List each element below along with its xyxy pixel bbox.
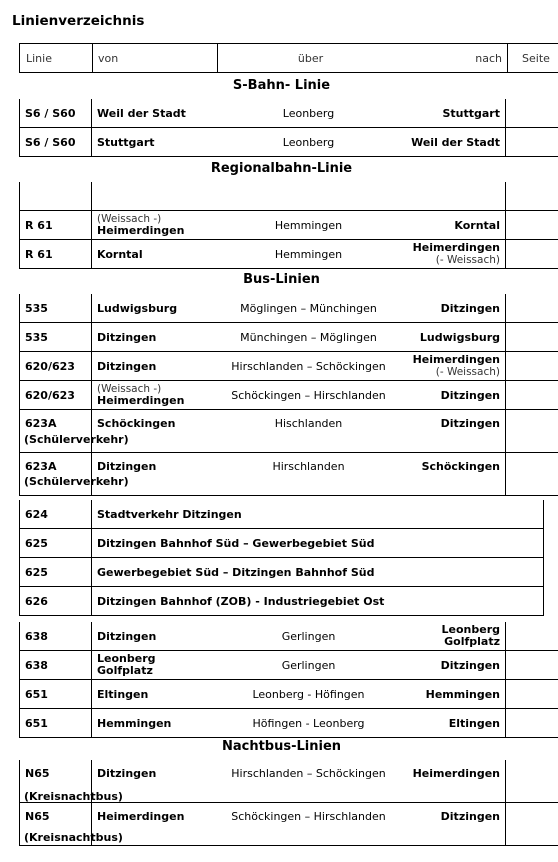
cell-seite	[506, 803, 558, 846]
table-row	[20, 294, 558, 323]
cell-von: Heimerdingen	[92, 803, 217, 846]
cell-nach: Hemmingen	[401, 680, 506, 709]
cell-linie: 625	[20, 558, 92, 587]
cell-nach: Ditzingen	[401, 381, 506, 410]
cell-seite	[506, 128, 558, 157]
cell-nach	[401, 622, 506, 651]
cell-nach: Ditzingen	[401, 410, 506, 453]
von-text: Golfplatz	[97, 664, 153, 677]
cell-von	[92, 651, 217, 680]
cell-ueber: Münchingen – Möglingen	[216, 323, 401, 352]
cell-von: Ditzingen	[92, 622, 217, 651]
cell-nach: Ditzingen	[401, 803, 506, 846]
cell-linie: R 61	[20, 240, 92, 269]
bus2-table	[19, 622, 558, 738]
section-nacht: Nachtbus-Linien	[221, 739, 342, 754]
cell-von	[92, 211, 217, 240]
table-row	[20, 622, 558, 651]
cell-ueber: Leonberg - Höfingen	[216, 680, 401, 709]
cell-linie: 535	[20, 294, 92, 323]
sub-note: (Kreisnachtbus)	[24, 831, 123, 844]
table-row	[20, 182, 558, 211]
cell-seite	[506, 709, 558, 738]
cell-seite	[506, 680, 558, 709]
cell-nach: Korntal	[401, 211, 506, 240]
col-nach: nach	[403, 44, 508, 73]
cell-ueber: Hirschlanden – Schöckingen	[216, 352, 401, 381]
cell-nach: Stuttgart	[401, 99, 506, 128]
cell-linie: 638	[20, 651, 92, 680]
table-row	[20, 709, 558, 738]
cell-ueber: Schöckingen – Hirschlanden	[216, 803, 401, 846]
col-ueber: über	[218, 44, 404, 73]
cell-seite	[506, 381, 558, 410]
cell-linie: 651	[20, 709, 92, 738]
cell-von: Stuttgart	[92, 128, 217, 157]
cell-nach: Heimerdingen	[401, 760, 506, 803]
cell-nach	[401, 182, 506, 211]
cell-seite	[506, 410, 558, 453]
nach-text: Golfplatz	[444, 635, 500, 648]
col-von: von	[93, 44, 218, 73]
cell-linie	[20, 182, 92, 211]
linie-text: N65	[25, 810, 50, 823]
von-note: (Weissach -)	[97, 213, 162, 225]
cell-linie: 625	[20, 529, 92, 558]
cell-ueber: Hemmingen	[216, 240, 401, 269]
regional-table	[19, 182, 558, 269]
cell-ueber: Hirschlanden – Schöckingen	[231, 767, 386, 780]
table-row	[20, 323, 558, 352]
cell-seite	[506, 99, 558, 128]
table-row	[20, 381, 558, 410]
cell-seite	[506, 760, 558, 803]
cell-ueber: Leonberg	[282, 106, 335, 120]
von-note: (Weissach -)	[97, 383, 162, 395]
cell-linie: 626	[20, 587, 92, 616]
cell-seite	[506, 294, 558, 323]
table-row	[20, 500, 544, 529]
bus-table	[19, 294, 558, 496]
cell-nach: Eltingen	[401, 709, 506, 738]
cell-ueber: Leonberg	[216, 128, 401, 157]
cell-linie: R 61	[20, 211, 92, 240]
table-row	[20, 240, 558, 269]
table-row	[20, 99, 558, 128]
cell-von: Ditzingen	[92, 323, 217, 352]
cell-route: Stadtverkehr Ditzingen	[92, 500, 544, 529]
cell-seite	[506, 352, 558, 381]
cell-linie: 624	[20, 500, 92, 529]
cell-von: Ditzingen	[92, 352, 217, 381]
cell-von: Ditzingen	[92, 760, 217, 803]
linie-text: 623A	[25, 460, 57, 473]
table-row	[20, 352, 558, 381]
nach-text: Leonberg	[441, 623, 500, 636]
section-regional: Regionalbahn-Linie	[210, 161, 353, 176]
cell-von: Schöckingen	[92, 410, 217, 453]
section-sbahn: S-Bahn- Linie	[232, 78, 331, 93]
cell-linie: 620/623	[20, 352, 92, 381]
cell-ueber: Hirschlanden	[216, 453, 401, 496]
cell-nach: Ditzingen	[401, 294, 506, 323]
cell-nach: Ludwigsburg	[401, 323, 506, 352]
cell-linie: 651	[20, 680, 92, 709]
cell-von: Ditzingen	[92, 453, 217, 496]
cell-von	[92, 381, 217, 410]
table-row	[20, 651, 558, 680]
cell-ueber: Gerlingen	[216, 651, 401, 680]
nach-note: (- Weissach)	[435, 254, 500, 266]
cell-route: Ditzingen Bahnhof Süd – Gewerbegebiet Süd	[92, 529, 544, 558]
table-row	[20, 680, 558, 709]
cell-ueber: Hemmingen	[216, 211, 401, 240]
col-seite: Seite	[508, 44, 558, 73]
table-row	[20, 128, 558, 157]
cell-nach: Schöckingen	[401, 453, 506, 496]
cell-von: Weil der Stadt	[92, 99, 217, 128]
sub-note: (Kreisnachtbus)	[24, 790, 123, 803]
cell-von: Ludwigsburg	[92, 294, 217, 323]
cell-von	[92, 182, 217, 211]
cell-ueber: Hischlanden	[216, 410, 401, 453]
cell-seite	[506, 240, 558, 269]
table-row	[20, 558, 544, 587]
page-title: Linienverzeichnis	[12, 13, 145, 29]
col-linie: Linie	[20, 44, 93, 73]
table-row	[20, 211, 558, 240]
nach-text: Heimerdingen	[412, 353, 500, 366]
nach-text: Heimerdingen	[412, 241, 500, 254]
stadt-table	[19, 500, 544, 616]
cell-seite	[506, 182, 558, 211]
cell-seite	[506, 651, 558, 680]
sbahn-table	[19, 99, 558, 157]
header-table	[19, 43, 558, 73]
table-row	[20, 453, 558, 496]
cell-linie	[20, 453, 92, 496]
linie-text: 623A	[25, 417, 57, 430]
linie-text: N65	[25, 767, 50, 780]
sub-note: (Schülerverkehr)	[24, 475, 129, 488]
cell-linie: 638	[20, 622, 92, 651]
sub-note: (Schülerverkehr)	[24, 433, 129, 446]
cell-linie: 535	[20, 323, 92, 352]
cell-von: Hemmingen	[92, 709, 217, 738]
von-text: Leonberg	[97, 652, 156, 665]
cell-ueber: Möglingen – Münchingen	[240, 301, 377, 315]
cell-route: Gewerbegebiet Süd – Ditzingen Bahnhof Süd	[92, 558, 544, 587]
cell-route: Ditzingen Bahnhof (ZOB) - Industriegebiet Ost	[92, 587, 544, 616]
cell-von: Korntal	[92, 240, 217, 269]
cell-seite	[506, 211, 558, 240]
cell-linie: S6 / S60	[20, 128, 92, 157]
cell-seite	[506, 323, 558, 352]
cell-nach	[401, 240, 506, 269]
cell-ueber: Schöckingen – Hirschlanden	[216, 381, 401, 410]
cell-ueber: Höfingen - Leonberg	[216, 709, 401, 738]
cell-linie: S6 / S60	[20, 99, 92, 128]
cell-seite	[506, 622, 558, 651]
table-row	[20, 587, 544, 616]
cell-seite	[506, 453, 558, 496]
cell-ueber	[216, 182, 401, 211]
nach-note: (- Weissach)	[435, 366, 500, 378]
cell-linie: 620/623	[20, 381, 92, 410]
section-bus: Bus-Linien	[243, 272, 320, 287]
von-text: Heimerdingen	[97, 224, 185, 237]
cell-nach: Weil der Stadt	[401, 128, 506, 157]
von-text: Heimerdingen	[97, 394, 185, 407]
table-row	[20, 529, 544, 558]
cell-nach	[401, 352, 506, 381]
cell-nach: Ditzingen	[401, 651, 506, 680]
cell-linie	[20, 410, 92, 453]
cell-von: Eltingen	[92, 680, 217, 709]
cell-ueber: Gerlingen	[281, 629, 336, 643]
table-row	[20, 410, 558, 453]
